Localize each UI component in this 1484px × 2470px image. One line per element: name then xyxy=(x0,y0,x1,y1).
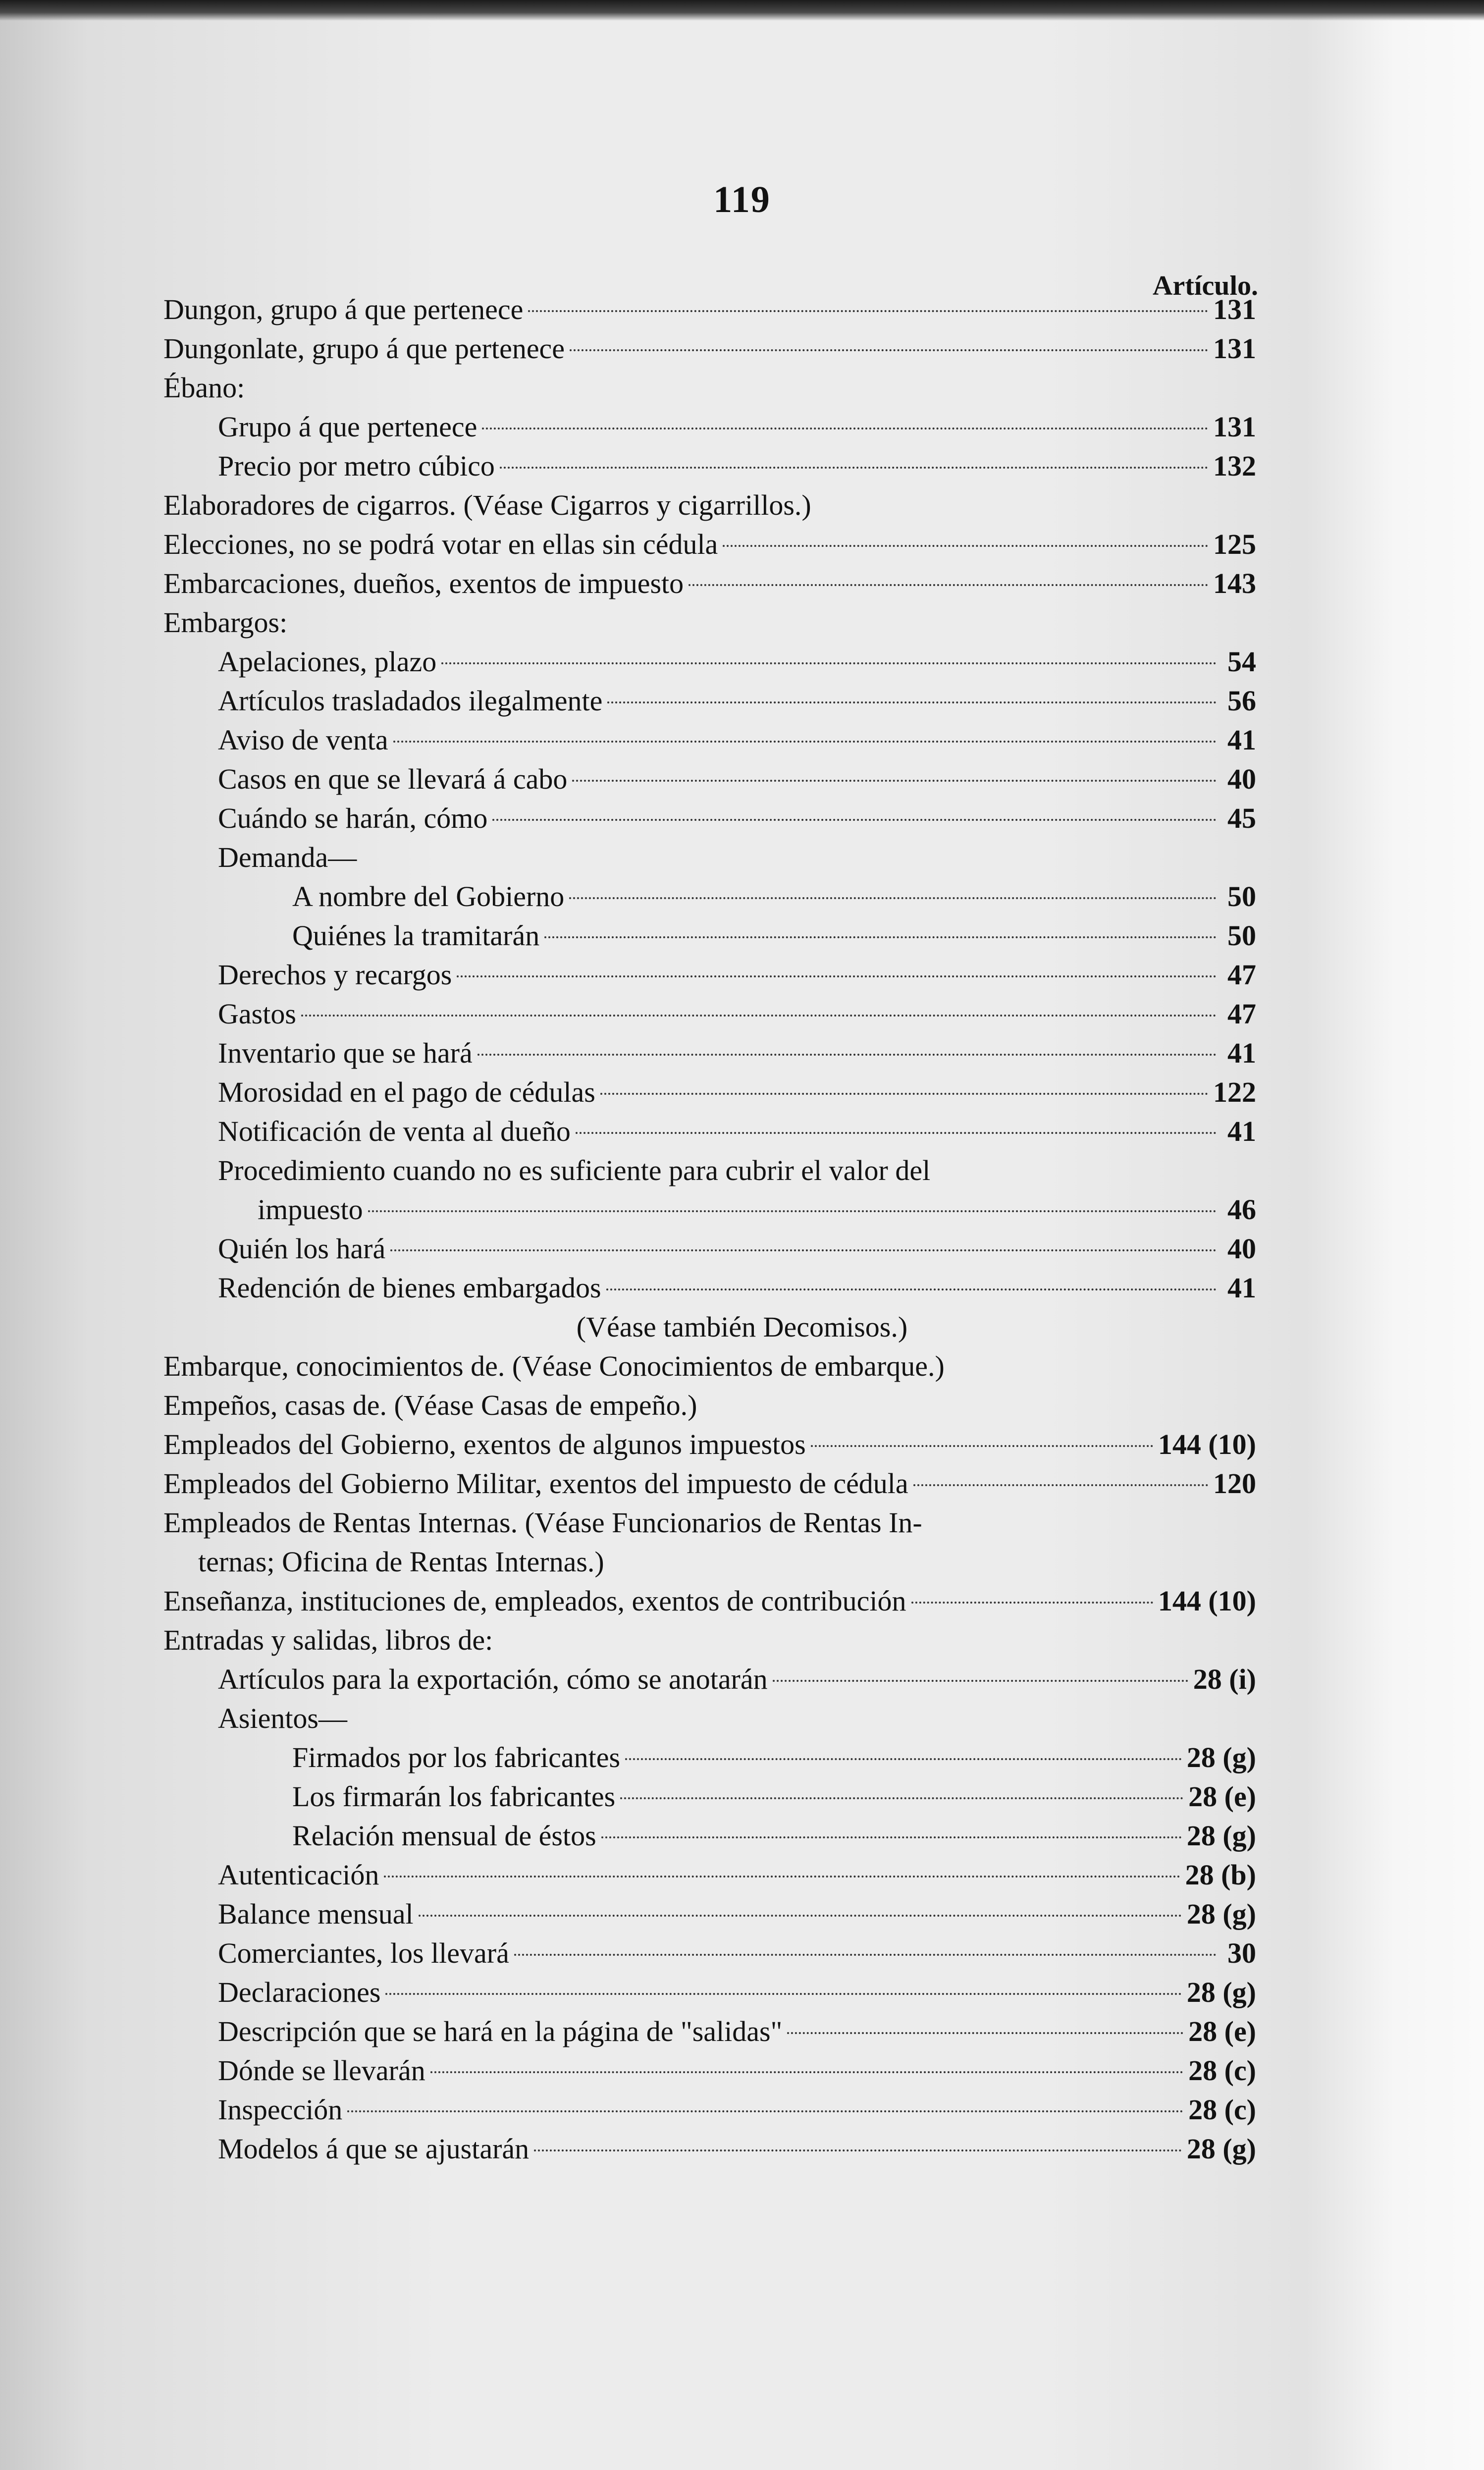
entry-ref: 50 xyxy=(1227,880,1256,913)
entry-text: (Véase también Decomisos.) xyxy=(576,1311,908,1343)
entry-text: Descripción que se hará en la página de "salidas" xyxy=(218,2015,783,2047)
index-entry xyxy=(163,329,1256,369)
index-entry xyxy=(292,916,1256,956)
entry-text: Quiénes la tramitarán xyxy=(292,919,540,952)
entry-text: Morosidad en el pago de cédulas xyxy=(218,1076,595,1108)
dot-leader xyxy=(301,1015,1217,1017)
entry-text: Grupo á que pertenece xyxy=(218,411,477,443)
index-entry xyxy=(163,1464,1256,1503)
entry-text: Empleados del Gobierno Militar, exentos del impuesto de cédula xyxy=(163,1467,908,1500)
index-entry xyxy=(218,446,1256,486)
index-entry xyxy=(218,955,1256,995)
entry-text: Balance mensual xyxy=(218,1898,414,1930)
dot-leader xyxy=(528,310,1208,312)
entry-text: Embarque, conocimientos de. (Véase Conocimientos de embarque.) xyxy=(163,1350,945,1382)
entry-ref: 28 (c) xyxy=(1188,2094,1256,2126)
index-entry xyxy=(163,564,1256,603)
entry-text: Precio por metro cúbico xyxy=(218,450,495,482)
entry-ref: 40 xyxy=(1227,1233,1256,1265)
dot-leader xyxy=(811,1445,1153,1447)
entry-text: Relación mensual de éstos xyxy=(292,1820,596,1852)
entry-text: Asientos— xyxy=(218,1702,347,1734)
dot-leader xyxy=(544,936,1217,938)
index-entry xyxy=(218,994,1256,1034)
index-entry xyxy=(218,1699,1256,1738)
dot-leader xyxy=(384,1876,1180,1878)
index-entry xyxy=(218,681,1256,721)
entry-ref: 41 xyxy=(1227,1115,1256,1147)
dot-leader xyxy=(572,780,1217,782)
entry-text: Procedimiento cuando no es suficiente para cubrir el valor del xyxy=(218,1154,931,1186)
entry-ref: 131 xyxy=(1213,332,1256,365)
dot-leader xyxy=(570,349,1208,351)
entry-text: Entradas y salidas, libros de: xyxy=(163,1624,493,1656)
index-entry xyxy=(292,1738,1256,1777)
index-entry xyxy=(0,1307,1484,1347)
entry-text: Inspección xyxy=(218,2094,343,2126)
index-entry xyxy=(218,799,1256,838)
entry-ref: 47 xyxy=(1227,998,1256,1030)
dot-leader xyxy=(393,741,1217,743)
index-entry xyxy=(163,603,1256,643)
entry-text: Empleados del Gobierno, exentos de algunos impuestos xyxy=(163,1428,806,1460)
entry-ref: 131 xyxy=(1213,411,1256,443)
dot-leader xyxy=(534,2149,1182,2151)
entry-ref: 41 xyxy=(1227,724,1256,756)
index-entry xyxy=(163,368,1256,408)
entry-text: Artículos para la exportación, cómo se anotarán xyxy=(218,1663,768,1695)
dot-leader xyxy=(773,1680,1188,1682)
entry-text: Derechos y recargos xyxy=(218,959,452,991)
entry-ref: 54 xyxy=(1227,645,1256,678)
dot-leader xyxy=(482,428,1208,430)
entry-ref: 132 xyxy=(1213,450,1256,482)
dot-leader xyxy=(723,545,1208,547)
dot-leader xyxy=(607,701,1217,703)
entry-ref: 28 (e) xyxy=(1188,2015,1256,2047)
entry-ref: 45 xyxy=(1227,802,1256,834)
index-entry xyxy=(163,1386,1256,1425)
index-entry xyxy=(218,720,1256,760)
entry-ref: 50 xyxy=(1227,919,1256,952)
entry-text: Casos en que se llevará á cabo xyxy=(218,763,568,795)
entry-ref: 28 (b) xyxy=(1185,1859,1256,1891)
page-number: 119 xyxy=(713,179,771,220)
entry-ref: 28 (g) xyxy=(1186,1820,1256,1852)
dot-leader xyxy=(457,975,1217,977)
entry-ref: 28 (e) xyxy=(1188,1780,1256,1813)
entry-text: Comerciantes, los llevará xyxy=(218,1937,509,1969)
dot-leader xyxy=(600,1093,1208,1095)
entry-ref: 30 xyxy=(1227,1937,1256,1969)
entry-text: Inventario que se hará xyxy=(218,1037,473,1069)
entry-ref: 143 xyxy=(1213,567,1256,599)
entry-text: Ébano: xyxy=(163,372,245,404)
index-entry xyxy=(218,1933,1256,1973)
entry-ref: 28 (g) xyxy=(1186,2133,1256,2165)
entry-text: Demanda— xyxy=(218,841,357,873)
index-entry xyxy=(218,1229,1256,1269)
entry-ref: 120 xyxy=(1213,1467,1256,1500)
dot-leader xyxy=(787,2032,1183,2034)
dot-leader xyxy=(913,1484,1208,1486)
entry-ref: 28 (c) xyxy=(1188,2054,1256,2087)
entry-ref: 125 xyxy=(1213,528,1256,560)
entry-text: Redención de bienes embargados xyxy=(218,1272,601,1304)
entry-text: Dungon, grupo á que pertenece xyxy=(163,293,524,325)
entry-ref: 131 xyxy=(1213,293,1256,325)
dot-leader xyxy=(620,1797,1183,1799)
dot-leader xyxy=(368,1210,1217,1212)
index-entry xyxy=(218,1894,1256,1934)
index-entry xyxy=(163,1346,1256,1386)
entry-ref: 28 (g) xyxy=(1186,1741,1256,1773)
entry-text: ternas; Oficina de Rentas Internas.) xyxy=(198,1546,604,1578)
dot-leader xyxy=(625,1758,1182,1760)
index-entry xyxy=(163,485,1256,525)
index-entry xyxy=(218,2090,1256,2130)
dot-leader xyxy=(419,1915,1182,1917)
entry-ref: 28 (g) xyxy=(1186,1976,1256,2008)
dot-leader xyxy=(606,1289,1217,1290)
index-entry xyxy=(218,1151,1256,1190)
index-entry xyxy=(218,1268,1256,1308)
entry-text: Enseñanza, instituciones de, empleados, exentos de contribución xyxy=(163,1585,906,1617)
dot-leader xyxy=(911,1602,1153,1604)
entry-ref: 122 xyxy=(1213,1076,1256,1108)
index-entry xyxy=(163,1581,1256,1621)
entry-text: Los firmarán los fabricantes xyxy=(292,1780,616,1813)
index-entry xyxy=(163,1620,1256,1660)
dot-leader xyxy=(500,467,1208,469)
dot-leader xyxy=(347,2110,1183,2112)
index-entry xyxy=(218,838,1256,877)
entry-text: Gastos xyxy=(218,998,296,1030)
dot-leader xyxy=(390,1249,1217,1251)
index-entry xyxy=(163,1425,1256,1464)
entry-text: Empleados de Rentas Internas. (Véase Funcionarios de Rentas In- xyxy=(163,1506,922,1539)
entry-ref: 144 (10) xyxy=(1158,1585,1256,1617)
entry-text: Embargos: xyxy=(163,606,288,639)
entry-text: Apelaciones, plazo xyxy=(218,645,437,678)
index-entry xyxy=(218,1073,1256,1112)
index-entry xyxy=(218,759,1256,799)
entry-ref: 28 (g) xyxy=(1186,1898,1256,1930)
index-entry xyxy=(198,1542,1256,1582)
index-entry xyxy=(218,407,1256,447)
entry-text: impuesto xyxy=(258,1193,363,1226)
dot-leader xyxy=(689,584,1208,586)
entry-ref: 41 xyxy=(1227,1037,1256,1069)
index-entry xyxy=(258,1190,1256,1230)
index-entry xyxy=(292,877,1256,916)
column-header-articulo: Artículo. xyxy=(1152,270,1258,301)
dot-leader xyxy=(601,1836,1182,1838)
dot-leader xyxy=(477,1054,1217,1056)
dot-leader xyxy=(569,897,1217,899)
dot-leader xyxy=(492,819,1217,821)
dot-leader xyxy=(576,1132,1217,1134)
entry-text: Empeños, casas de. (Véase Casas de empeño.) xyxy=(163,1389,697,1421)
entry-text: Autenticación xyxy=(218,1859,379,1891)
index-entry xyxy=(218,1660,1256,1699)
index-entry xyxy=(163,290,1256,329)
entry-text: A nombre del Gobierno xyxy=(292,880,565,913)
dot-leader xyxy=(385,1993,1181,1995)
index-entry xyxy=(218,1112,1256,1151)
entry-text: Modelos á que se ajustarán xyxy=(218,2133,530,2165)
entry-text: Dungonlate, grupo á que pertenece xyxy=(163,332,565,365)
entry-text: Embarcaciones, dueños, exentos de impuesto xyxy=(163,567,684,599)
entry-text: Elaboradores de cigarros. (Véase Cigarros y cigarrillos.) xyxy=(163,489,811,521)
entry-text: Declaraciones xyxy=(218,1976,381,2008)
index-entry xyxy=(292,1777,1256,1817)
dot-leader xyxy=(514,1954,1217,1956)
index-entry xyxy=(163,1503,1256,1543)
entry-text: Cuándo se harán, cómo xyxy=(218,802,488,834)
index-entry xyxy=(218,2012,1256,2051)
entry-text: Artículos trasladados ilegalmente xyxy=(218,685,603,717)
entry-text: Firmados por los fabricantes xyxy=(292,1741,621,1773)
entry-ref: 56 xyxy=(1227,685,1256,717)
entry-ref: 47 xyxy=(1227,959,1256,991)
entry-text: Dónde se llevarán xyxy=(218,2054,425,2087)
index-entry xyxy=(218,1973,1256,2012)
entry-ref: 46 xyxy=(1227,1193,1256,1226)
entry-text: Aviso de venta xyxy=(218,724,388,756)
index-entry xyxy=(218,2129,1256,2169)
index-entry xyxy=(163,525,1256,564)
entry-ref: 40 xyxy=(1227,763,1256,795)
index-entry xyxy=(218,1855,1256,1895)
dot-leader xyxy=(441,662,1217,664)
index-entry xyxy=(218,1033,1256,1073)
entry-ref: 28 (i) xyxy=(1193,1663,1256,1695)
entry-ref: 144 (10) xyxy=(1158,1428,1256,1460)
entry-text: Quién los hará xyxy=(218,1233,386,1265)
entry-ref: 41 xyxy=(1227,1272,1256,1304)
index-entry xyxy=(218,642,1256,682)
dot-leader xyxy=(430,2071,1183,2073)
index-entry xyxy=(218,2051,1256,2091)
entry-text: Notificación de venta al dueño xyxy=(218,1115,571,1147)
index-entry xyxy=(292,1816,1256,1856)
entry-text: Elecciones, no se podrá votar en ellas sin cédula xyxy=(163,528,718,560)
